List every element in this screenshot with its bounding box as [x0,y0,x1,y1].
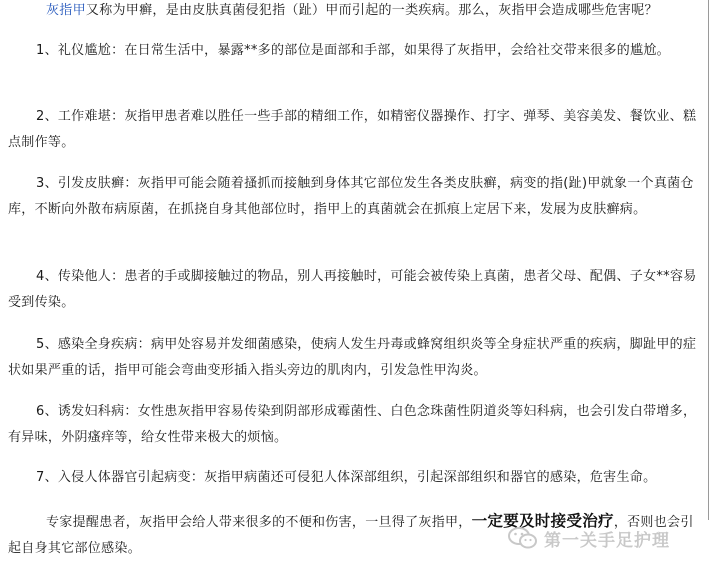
wechat-icon [508,526,538,550]
intro-text: 又称为甲癣，是由皮肤真菌侵犯指（趾）甲而引起的一类疾病。那么，灰指甲会造成哪些危害呢？ [85,3,658,18]
closing-text-1: 专家提醒患者，灰指甲会给人带来很多的不便和伤害，一旦得了灰指甲， [46,515,472,530]
item-paragraph-1: 1、礼仪尴尬：在日常生活中，暴露**多的部位是面部和手部，如果得了灰指甲，会给社交带来很多的尴尬。 [36,43,670,58]
item-paragraph-6: 6、诱发妇科病：女性患灰指甲容易传染到阴部形成霉菌性、白色念珠菌性阴道炎等妇科病，也会引发白带增多，有异味，外阴瘙痒等，给女性带来极大的烦恼。 [8,404,697,445]
keyword-link[interactable]: 灰指甲 [46,3,86,18]
watermark-text: 第一关手足护理 [544,530,670,551]
item-paragraph-5: 5、感染全身疾病：病甲处容易并发细菌感染，使病人发生丹毒或蜂窝组织炎等全身症状严重的疾病，脚趾甲的症状如果严重的话，指甲可能会弯曲变形插入指头旁边的肌肉内，引发急性甲沟炎。 [8,337,697,378]
item-paragraph-4: 4、传染他人：患者的手或脚接触过的物品，别人再接触时，可能会被传染上真菌，患者父母、配偶、子女**容易受到传染。 [8,269,697,310]
right-divider [708,0,709,520]
watermark [508,522,713,554]
intro-paragraph [8,0,698,24]
closing-emphasis: 一定要及时接受治疗 [471,512,614,530]
item-paragraph-7: 7、入侵人体器官引起病变：灰指甲病菌还可侵犯人体深部组织，引起深部组织和器官的感染，危害生命。 [36,470,657,485]
item-paragraph-3: 3、引发皮肤癣：灰指甲可能会随着搔抓而接触到身体其它部位发生各类皮肤癣，病变的指(趾)甲就象一个真菌仓库，不断向外散布病原菌，在抓挠自身其他部位时，指甲上的真菌就会在抓痕上定居下来，发展为皮肤癣病。 [8,176,694,217]
item-paragraph-2: 2、工作难堪：灰指甲患者难以胜任一些手部的精细工作，如精密仪器操作、打字、弹琴、美容美发、餐饮业、糕点制作等。 [8,109,697,150]
closing-text-2: ，否则也会引起自身其它部位感染。 [8,515,694,556]
